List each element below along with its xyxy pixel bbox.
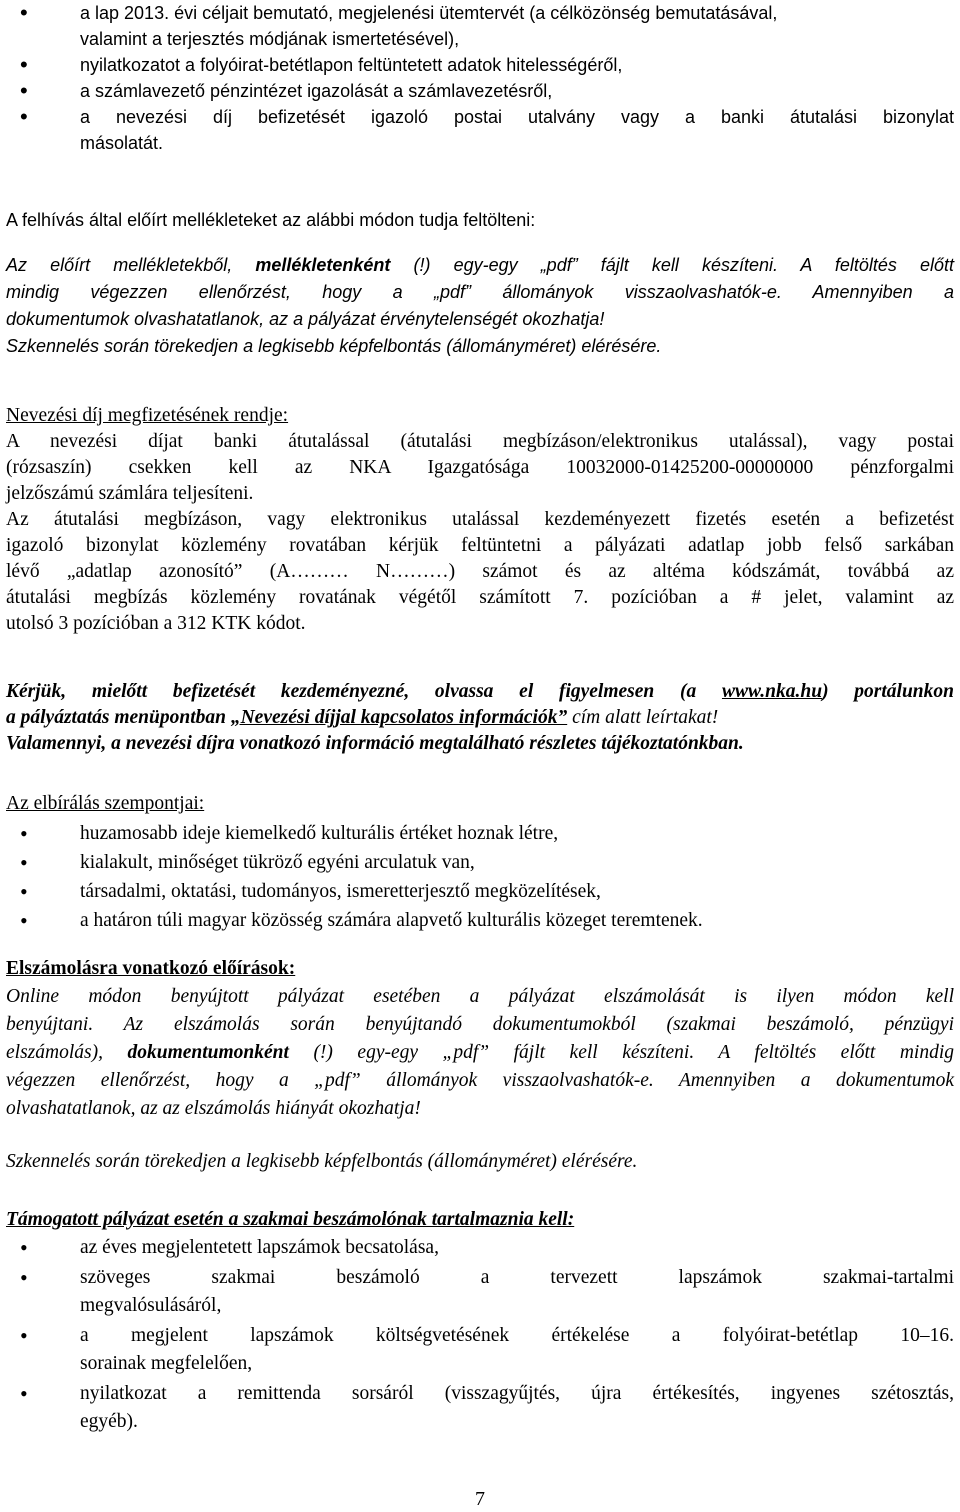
nka-website-link[interactable]: www.nka.hu xyxy=(721,681,823,702)
list-item: • huzamosabb ideje kiemelkedő kulturális értéket hoznak létre, xyxy=(6,819,954,848)
list-item-text: valamint a terjesztés módjának ismertetésével), xyxy=(80,29,460,49)
paragraph-line: végezzen ellenőrzést, hogy a „pdf” állományok visszaolvashatók-e. Amennyiben a dokumentumok xyxy=(6,1070,954,1091)
paragraph-line: A nevezési díjat banki átutalással (átutalási megbízáson/elektronikus utalással), vagy postai xyxy=(6,431,954,452)
scan-note-text: Szkennelés során törekedjen a legkisebb képfelbontás (állományméret) elérésére. xyxy=(6,1151,638,1172)
upload-rules xyxy=(6,252,954,360)
text-span: ) portálunkon xyxy=(822,681,954,702)
upload-intro-text: A felhívás által előírt mellékleteket az alábbi módon tudja feltölteni: xyxy=(6,210,536,230)
list-item xyxy=(6,1264,954,1320)
list-item-text: • a nevezési díj befizetését igazoló postai utalvány vagy a banki átutalási bizonylat xyxy=(80,107,954,127)
paragraph-line: lévő „adatlap azonosító” (A……… N………) számot és az altéma kódszámát, továbbá az xyxy=(6,561,954,582)
list-item-text: • a megjelent lapszámok költségvetésének értékelése a folyóirat-betétlap 10–16. xyxy=(80,1325,954,1346)
paragraph-line: (rózsaszín) csekken kell az NKA Igazgatósága 10032000-01425200-00000000 pénzforgalmi xyxy=(6,457,954,478)
text-span: elszámolás), xyxy=(6,1042,128,1063)
list-item-text: • a számlavezető pénzintézet igazolását a számlavezetésről, xyxy=(80,81,553,101)
accounting-section xyxy=(6,955,954,1123)
section-heading: Nevezési díj megfizetésének rendje: xyxy=(6,405,289,426)
list-item xyxy=(6,78,954,104)
list-item-text: megvalósulásáról, xyxy=(80,1295,222,1316)
list-item-text: sorainak megfelelően, xyxy=(80,1353,253,1374)
upload-rule-line: Szkennelés során törekedjen a legkisebb képfelbontás (állományméret) elérésére. xyxy=(6,336,662,356)
required-attachments-list xyxy=(6,0,954,156)
list-item-text: • szöveges szakmai beszámoló a tervezett lapszámok szakmai-tartalmi xyxy=(80,1267,954,1288)
text-span: cím alatt leírtakat! xyxy=(567,707,719,728)
list-item xyxy=(6,1380,954,1436)
report-section xyxy=(6,1206,954,1436)
list-item: • társadalmi, oktatási, tudományos, ismeretterjesztő megközelítések, xyxy=(6,877,954,906)
fee-section xyxy=(6,403,954,637)
notice-line xyxy=(6,705,954,731)
text-span: (!) egy-egy „pdf” fájlt kell készíteni. A feltöltés előtt mindig xyxy=(288,1042,954,1063)
list-item-text: egyéb). xyxy=(80,1411,138,1432)
section-heading: Az elbírálás szempontjai: xyxy=(6,793,205,814)
paragraph-line xyxy=(6,1039,954,1067)
upload-rule-line: dokumentumok olvashatatlanok, az a pályázat érvénytelenségét okozhatja! xyxy=(6,309,605,329)
list-item xyxy=(6,1234,954,1262)
list-item-text: • nyilatkozat a remittenda sorsáról (visszagyűjtés, újra értékesítés, ingyenes szétosztás, xyxy=(80,1383,954,1404)
page-number: 7 xyxy=(475,1488,485,1510)
notice-line xyxy=(6,679,954,705)
section-heading: Támogatott pályázat esetén a szakmai beszámolónak tartalmaznia kell: xyxy=(6,1209,575,1230)
list-item-text: • a lap 2013. évi céljait bemutató, megjelenési ütemtervét (a célközönség bemutatásával, xyxy=(80,3,778,23)
paragraph-line: benyújtani. Az elszámolás során benyújtandó dokumentumokból (szakmai beszámoló, pénzügyi xyxy=(6,1014,954,1035)
fee-notice xyxy=(6,679,954,757)
list-item xyxy=(6,104,954,156)
section-heading: Elszámolásra vonatkozó előírások: xyxy=(6,958,296,979)
paragraph-line: utolsó 3 pozícióban a 312 KTK kódot. xyxy=(6,613,306,634)
list-item-text: • nyilatkozatot a folyóirat-betétlapon feltüntetett adatok hitelességéről, xyxy=(80,55,623,75)
list-item: • a határon túli magyar közösség számára alapvető kulturális közeget teremtenek. xyxy=(6,906,954,935)
paragraph-line: olvashatatlanok, az az elszámolás hiányát okozhatja! xyxy=(6,1098,421,1119)
upload-rule-line: mindig végezzen ellenőrzést, hogy a „pdf” állományok visszaolvashatók-e. Amennyiben a xyxy=(6,282,954,302)
paragraph-line: igazoló bizonylat közlemény rovatában kérjük feltüntetni a pályázati adatlap jobb felső sarkában xyxy=(6,535,954,556)
list-item-text: másolatát. xyxy=(80,133,164,153)
paragraph-line: átutalási megbízás közlemény rovatának végétől számított 7. pozícióban a # jelet, valamint az xyxy=(6,587,954,608)
notice-line: Valamennyi, a nevezési díjra vonatkozó információ megtalálható részletes tájékoztatónkban. xyxy=(6,733,744,754)
paragraph-line: Online módon benyújtott pályázat esetében a pályázat elszámolását is ilyen módon kell xyxy=(6,986,954,1007)
list-item-text: • az éves megjelentetett lapszámok becsatolása, xyxy=(80,1237,439,1258)
upload-intro xyxy=(6,207,954,233)
emphasis-text: mellékletenként xyxy=(255,255,391,275)
emphasis-text: dokumentumonként xyxy=(127,1042,289,1063)
fee-info-link[interactable]: „Nevezési díjjal kapcsolatos információk” xyxy=(230,707,568,728)
criteria-section xyxy=(6,791,954,935)
paragraph-line: Az átutalási megbízáson, vagy elektronikus utalással kezdeményezett fizetés esetén a befizetést xyxy=(6,509,954,530)
list-item xyxy=(6,0,954,52)
text-span: a pályáztatás menüpontban xyxy=(6,707,231,728)
text-span: Az előírt mellékletekből, xyxy=(6,255,256,275)
text-span: (!) egy-egy „pdf” fájlt kell készíteni. A feltöltés előtt xyxy=(390,255,954,275)
upload-rule-line xyxy=(6,252,954,279)
text-span: Kérjük, mielőtt befizetését kezdeményezné, olvassa el figyelmesen (a xyxy=(6,681,722,702)
list-item xyxy=(6,52,954,78)
list-item: • kialakult, minőséget tükröző egyéni arculatuk van, xyxy=(6,848,954,877)
scan-note xyxy=(6,1149,954,1175)
paragraph-line: jelzőszámú számlára teljesíteni. xyxy=(6,483,254,504)
list-item xyxy=(6,1322,954,1378)
